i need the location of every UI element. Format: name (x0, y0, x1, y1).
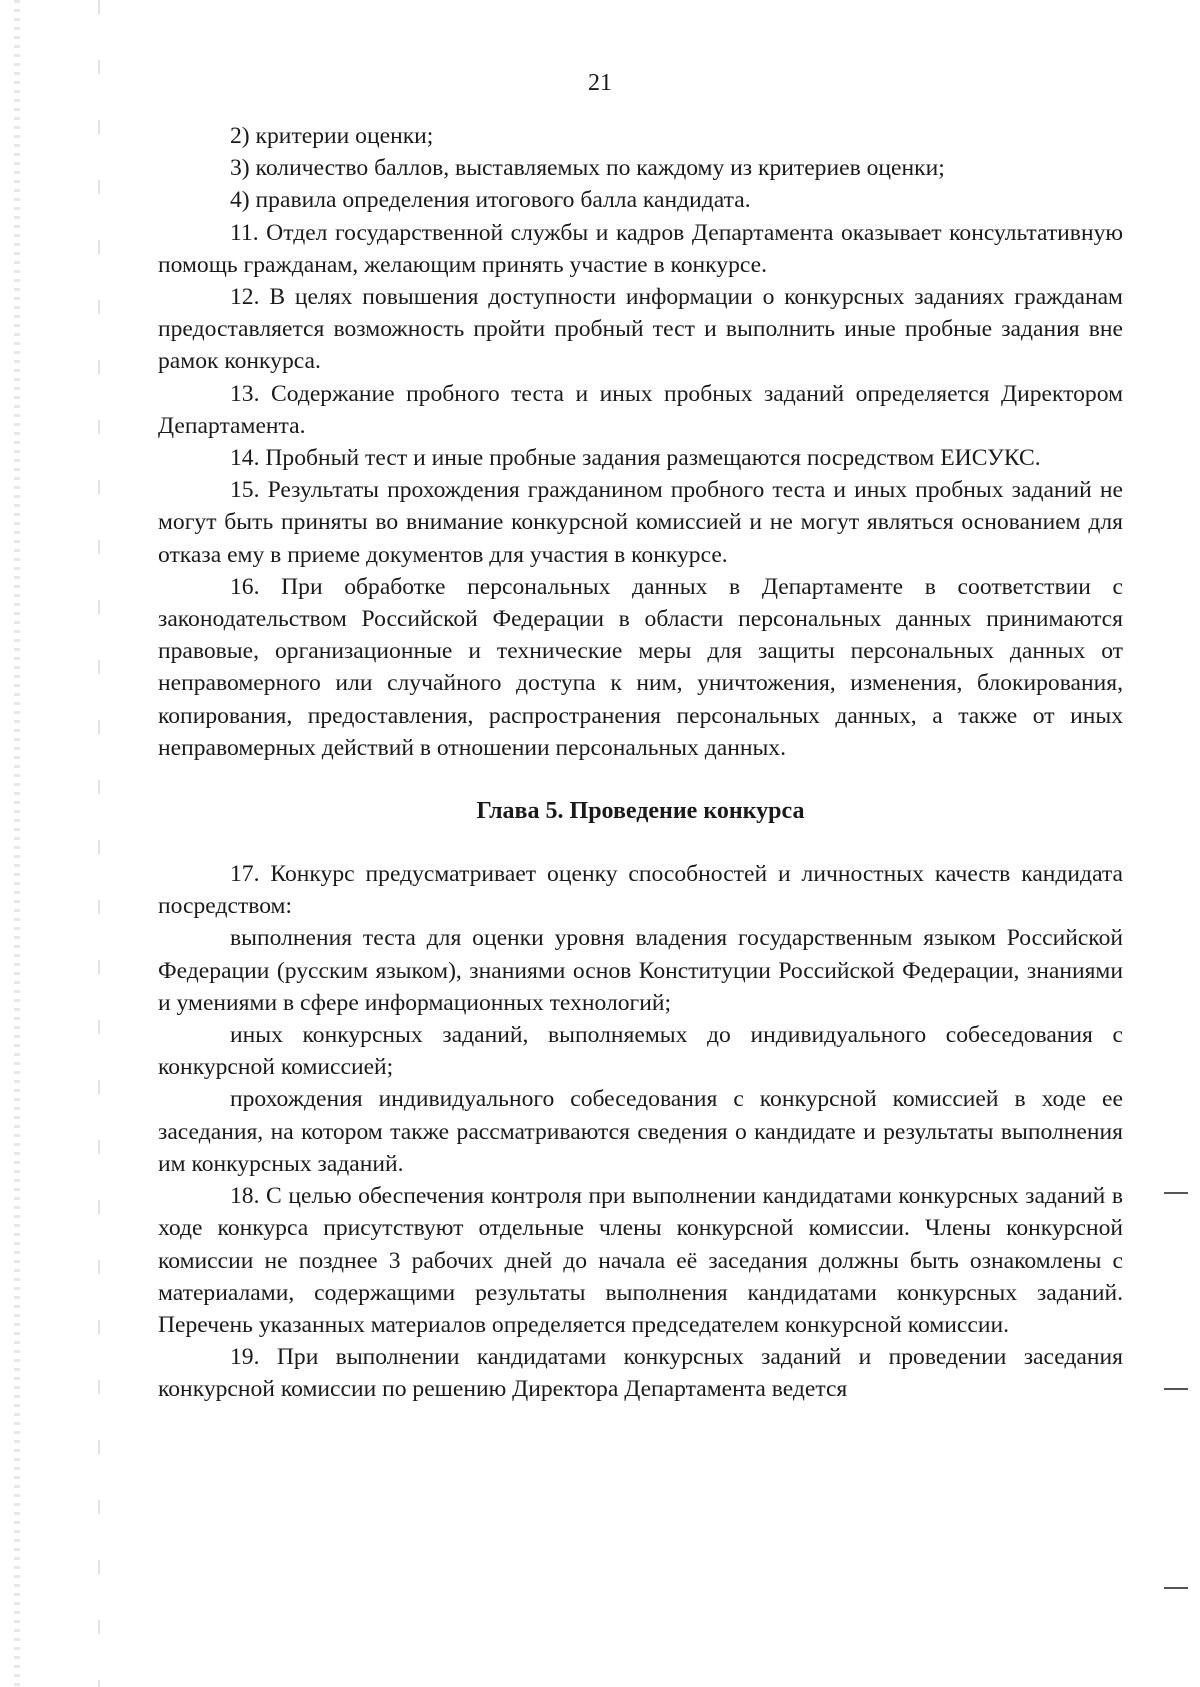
paragraph-17: 17. Конкурс предусматривает оценку способностей и личностных качеств кандидата посредством: (158, 861, 1123, 920)
scan-edge-artifact (14, 0, 20, 1687)
paragraph-19: 19. При выполнении кандидатами конкурсных заданий и проведении заседания конкурсной комиссии по решению Директора Департамента ведется (158, 1344, 1123, 1403)
paragraph-17-item-interview: прохождения индивидуального собеседования с конкурсной комиссией в ходе ее заседания, на котором также рассматриваются сведения о кандидате и результаты выполнения им конкурсных заданий. (158, 1086, 1123, 1177)
scan-margin-mark (1164, 1388, 1188, 1390)
paragraph-12: 12. В целях повышения доступности информации о конкурсных заданиях гражданам предоставляется возможность пройти пробный тест и выполнить иные пробные задания вне рамок конкурса. (158, 284, 1123, 375)
scan-edge-artifact (98, 0, 100, 1687)
chapter-heading: Глава 5. Проведение конкурса (476, 798, 805, 825)
paragraph-13: 13. Содержание пробного теста и иных пробных заданий определяется Директором Департамента. (158, 380, 1123, 439)
page-number: 21 (588, 70, 612, 96)
paragraph-15: 15. Результаты прохождения гражданином пробного теста и иных пробных заданий не могут быть приняты во внимание конкурсной комиссией и не могут являться основанием для отказа ему в приеме документов для участия в конкурсе. (158, 477, 1123, 568)
paragraph-16: 16. При обработке персональных данных в Департаменте в соответствии с законодательством Российской Федерации в области персональных данных принимаются правовые, организационные и технические меры для защиты персональных данных от неправомерного или случайного доступа к ним, уничтожения, изменения, блокирования, копирования, предоставления, распространения персональных данных, а также от иных неправомерных действий в отношении персональных данных. (158, 573, 1123, 761)
paragraph-17-item-test: выполнения теста для оценки уровня владения государственным языком Российской Федерации (русским языком), знаниями основ Конституции Российской Федерации, знаниями и умениями в сфере информационных технологий; (158, 925, 1123, 1016)
paragraph-18: 18. С целью обеспечения контроля при выполнении кандидатами конкурсных заданий в ходе конкурса присутствуют отдельные члены конкурсной комиссии. Члены конкурсной комиссии не позднее 3 рабочих дней до начала её заседания должны быть ознакомлены с материалами, содержащими результаты выполнения кандидатами конкурсных заданий. Перечень указанных материалов определяется председателем конкурсной комиссии. (158, 1183, 1123, 1338)
paragraph-14: 14. Пробный тест и иные пробные задания размещаются посредством ЕИСУКС. (230, 445, 1041, 472)
list-item-final-score: 4) правила определения итогового балла кандидата. (230, 187, 751, 214)
list-item-points: 3) количество баллов, выставляемых по каждому из критериев оценки; (230, 155, 945, 182)
scan-margin-mark (1164, 1192, 1188, 1194)
document-body (158, 120, 1123, 1406)
list-item-criteria: 2) критерии оценки; (230, 123, 434, 149)
paragraph-11: 11. Отдел государственной службы и кадров Департамента оказывает консультативную помощь гражданам, желающим принять участие в конкурсе. (158, 219, 1123, 278)
scan-margin-mark (1164, 1587, 1188, 1589)
paragraph-17-item-tasks: иных конкурсных заданий, выполняемых до индивидуального собеседования с конкурсной комиссией; (158, 1022, 1123, 1081)
